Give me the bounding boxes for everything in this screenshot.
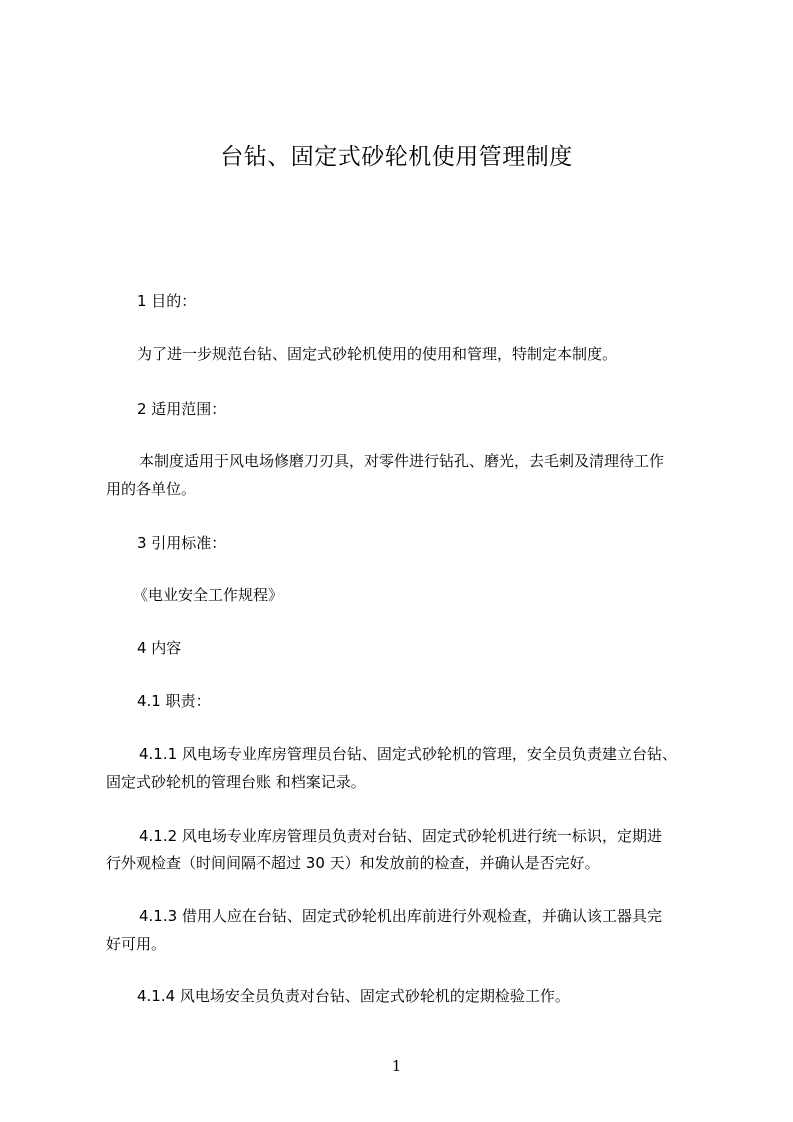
section-1-heading: 1 目的： <box>137 292 197 310</box>
section-4-1-2-line-2: 行外观检查（时间间隔不超过 30 天）和发放前的检查，并确认是否完好。 <box>106 854 600 872</box>
section-4-1-heading: 4.1 职责： <box>137 692 211 710</box>
section-3-heading: 3 引用标准： <box>137 534 227 552</box>
section-1-body: 为了进一步规范台钻、固定式砂轮机使用的使用和管理，特制定本制度。 <box>137 345 618 363</box>
section-4-1-1-line-2: 固定式砂轮机的管理台账 和档案记录。 <box>106 773 366 791</box>
section-4-1-2-line-1: 4.1.2 风电场专业库房管理员负责对台钻、固定式砂轮机进行统一标识，定期进 <box>139 827 662 845</box>
section-2-heading: 2 适用范围： <box>137 400 227 418</box>
section-4-1-1-line-1: 4.1.1 风电场专业库房管理员台钻、固定式砂轮机的管理，安全员负责建立台钻、 <box>139 745 677 763</box>
page-number: 1 <box>391 1057 402 1075</box>
section-4-1-3-line-1: 4.1.3 借用人应在台钻、固定式砂轮机出库前进行外观检查，并确认该工器具完 <box>139 907 662 925</box>
section-4-1-3-line-2: 好可用。 <box>106 935 167 953</box>
section-4-heading: 4 内容 <box>137 639 182 657</box>
document-title: 台钻、固定式砂轮机使用管理制度 <box>220 144 573 170</box>
section-2-body-line-1: 本制度适用于风电场修磨刀刃具，对零件进行钻孔、磨光，去毛刺及清理待工作 <box>139 452 665 470</box>
section-3-body: 《电业安全工作规程》 <box>133 586 284 604</box>
section-4-1-4-line-1: 4.1.4 风电场安全员负责对台钻、固定式砂轮机的定期检验工作。 <box>137 987 570 1005</box>
section-2-body-line-2: 用的各单位。 <box>106 480 197 498</box>
